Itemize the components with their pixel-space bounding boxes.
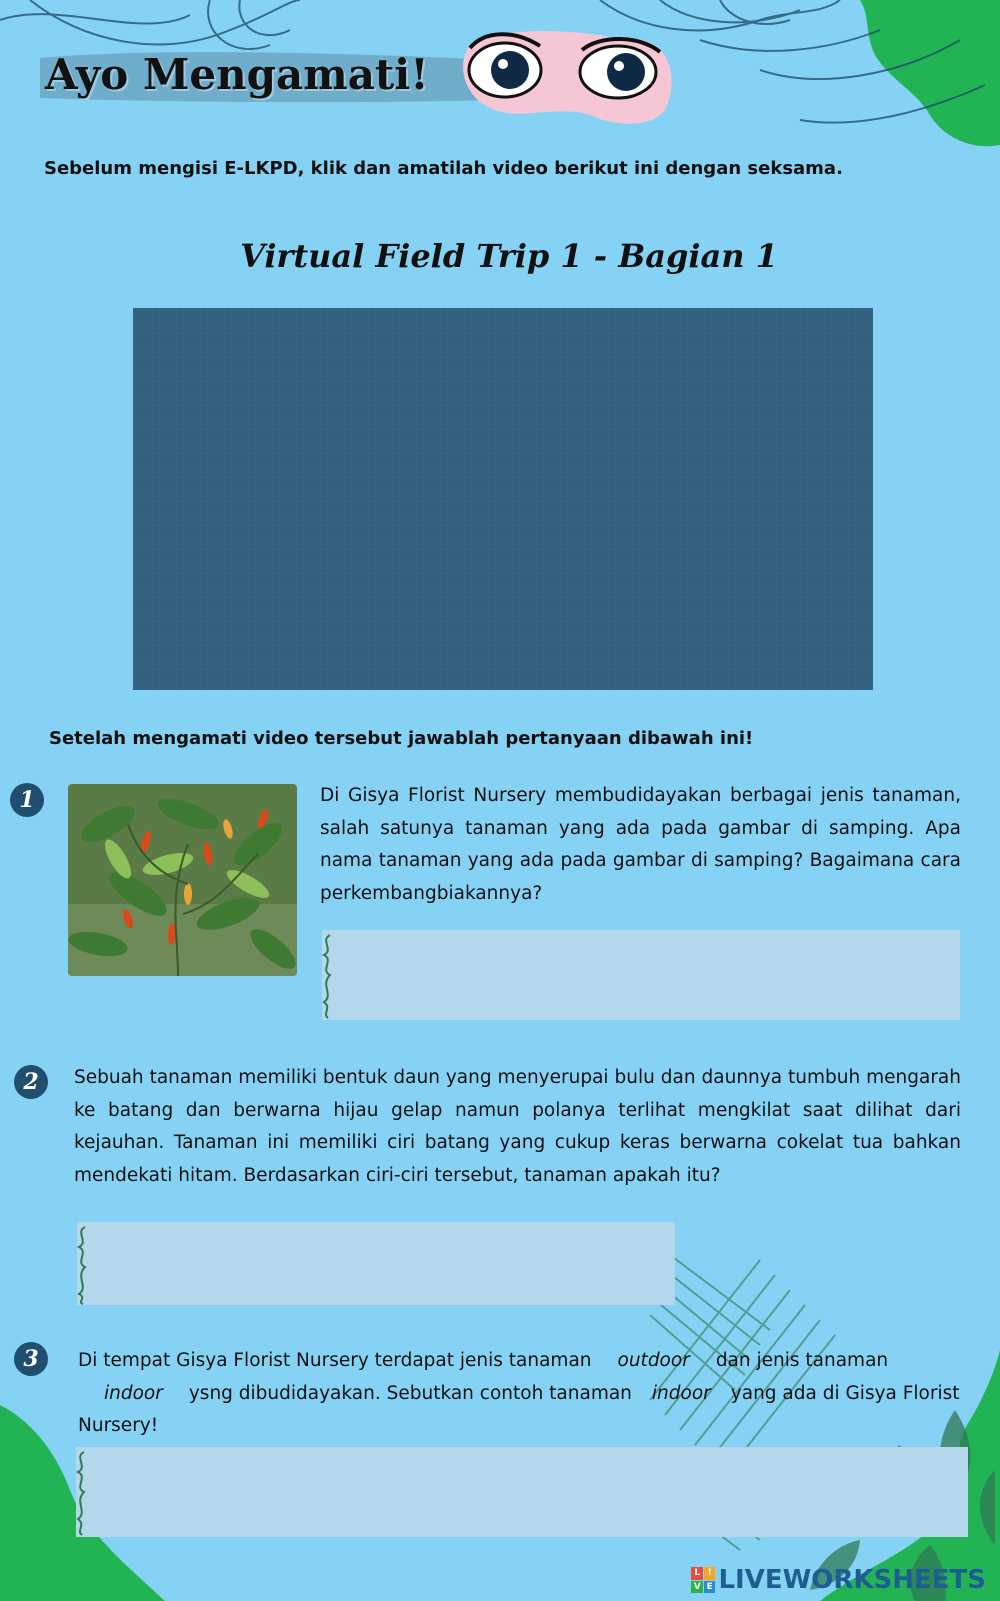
answer-1-box — [322, 930, 960, 1020]
question-3-text-b: dan jenis tanaman — [715, 1350, 889, 1371]
question-3-text — [78, 1345, 983, 1443]
logo-letter-v: V — [691, 1581, 703, 1594]
question-1-text: Di Gisya Florist Nursery membudidayakan berbagai jenis tanaman, salah satunya tanaman yang ada pada gambar di samping. Apa nama tanaman yang ada pada gambar di samping? Bagaimana cara perkembangbiakannya? — [320, 785, 961, 904]
question-3-text-c: ysng dibudidayakan. Sebutkan contoh tanaman — [188, 1382, 632, 1404]
answer-1-wave — [318, 930, 336, 1020]
question-3-text-a: Di tempat Gisya Florist Nursery terdapat jenis tanaman — [78, 1350, 592, 1371]
video-noise-texture — [133, 308, 873, 690]
answer-2-input[interactable] — [77, 1222, 675, 1305]
answer-2-wave — [73, 1222, 91, 1305]
question-3-text-d: yang ada di Gisya Florist Nursery! — [78, 1382, 960, 1436]
question-1-number: 1 — [10, 783, 44, 817]
video-title: Virtual Field Trip 1 - Bagian 1 — [240, 237, 778, 275]
chili-plant-photo — [68, 784, 297, 976]
question-3-em-outdoor: outdoor — [617, 1350, 690, 1371]
eyes-illustration — [463, 31, 672, 124]
answer-3-box — [76, 1447, 968, 1537]
liveworksheets-logo — [691, 1567, 715, 1593]
answer-2-box — [77, 1222, 675, 1305]
logo-letter-e: E — [704, 1581, 716, 1594]
page-title: Ayo Mengamati! — [45, 50, 429, 99]
question-3-em-indoor-2: indoor — [651, 1382, 711, 1404]
logo-letter-i: I — [704, 1567, 716, 1580]
question-3-number: 3 — [14, 1342, 48, 1376]
question-2-number: 2 — [14, 1065, 48, 1099]
answer-3-input[interactable] — [76, 1447, 968, 1537]
answer-3-wave — [72, 1447, 90, 1537]
question-2-text: Sebuah tanaman memiliki bentuk daun yang menyerupai bulu dan daunnya tumbuh mengarah ke batang dan berwarna hijau gelap namun polanya terlihat mengkilat saat dilihat dari kejauhan. Tanaman ini memiliki ciri batang yang cukup keras berwarna cokelat tua bahkan mendekati hitam. Berdasarkan ciri-ciri tersebut, tanaman apakah itu? — [74, 1067, 961, 1186]
brand-name: LIVEWORKSHEETS — [718, 1565, 986, 1595]
video-player[interactable] — [133, 308, 873, 690]
logo-letter-l: L — [691, 1567, 703, 1580]
intro-text: Sebelum mengisi E-LKPD, klik dan amatilah video berikut ini dengan seksama. — [44, 158, 843, 179]
leaf-blob-top-right — [860, 0, 1000, 146]
answer-1-input[interactable] — [322, 930, 960, 1020]
liveworksheets-brand[interactable] — [691, 1565, 986, 1595]
instruction-text: Setelah mengamati video tersebut jawablah pertanyaan dibawah ini! — [49, 728, 754, 749]
question-3-em-indoor: indoor — [104, 1382, 163, 1404]
